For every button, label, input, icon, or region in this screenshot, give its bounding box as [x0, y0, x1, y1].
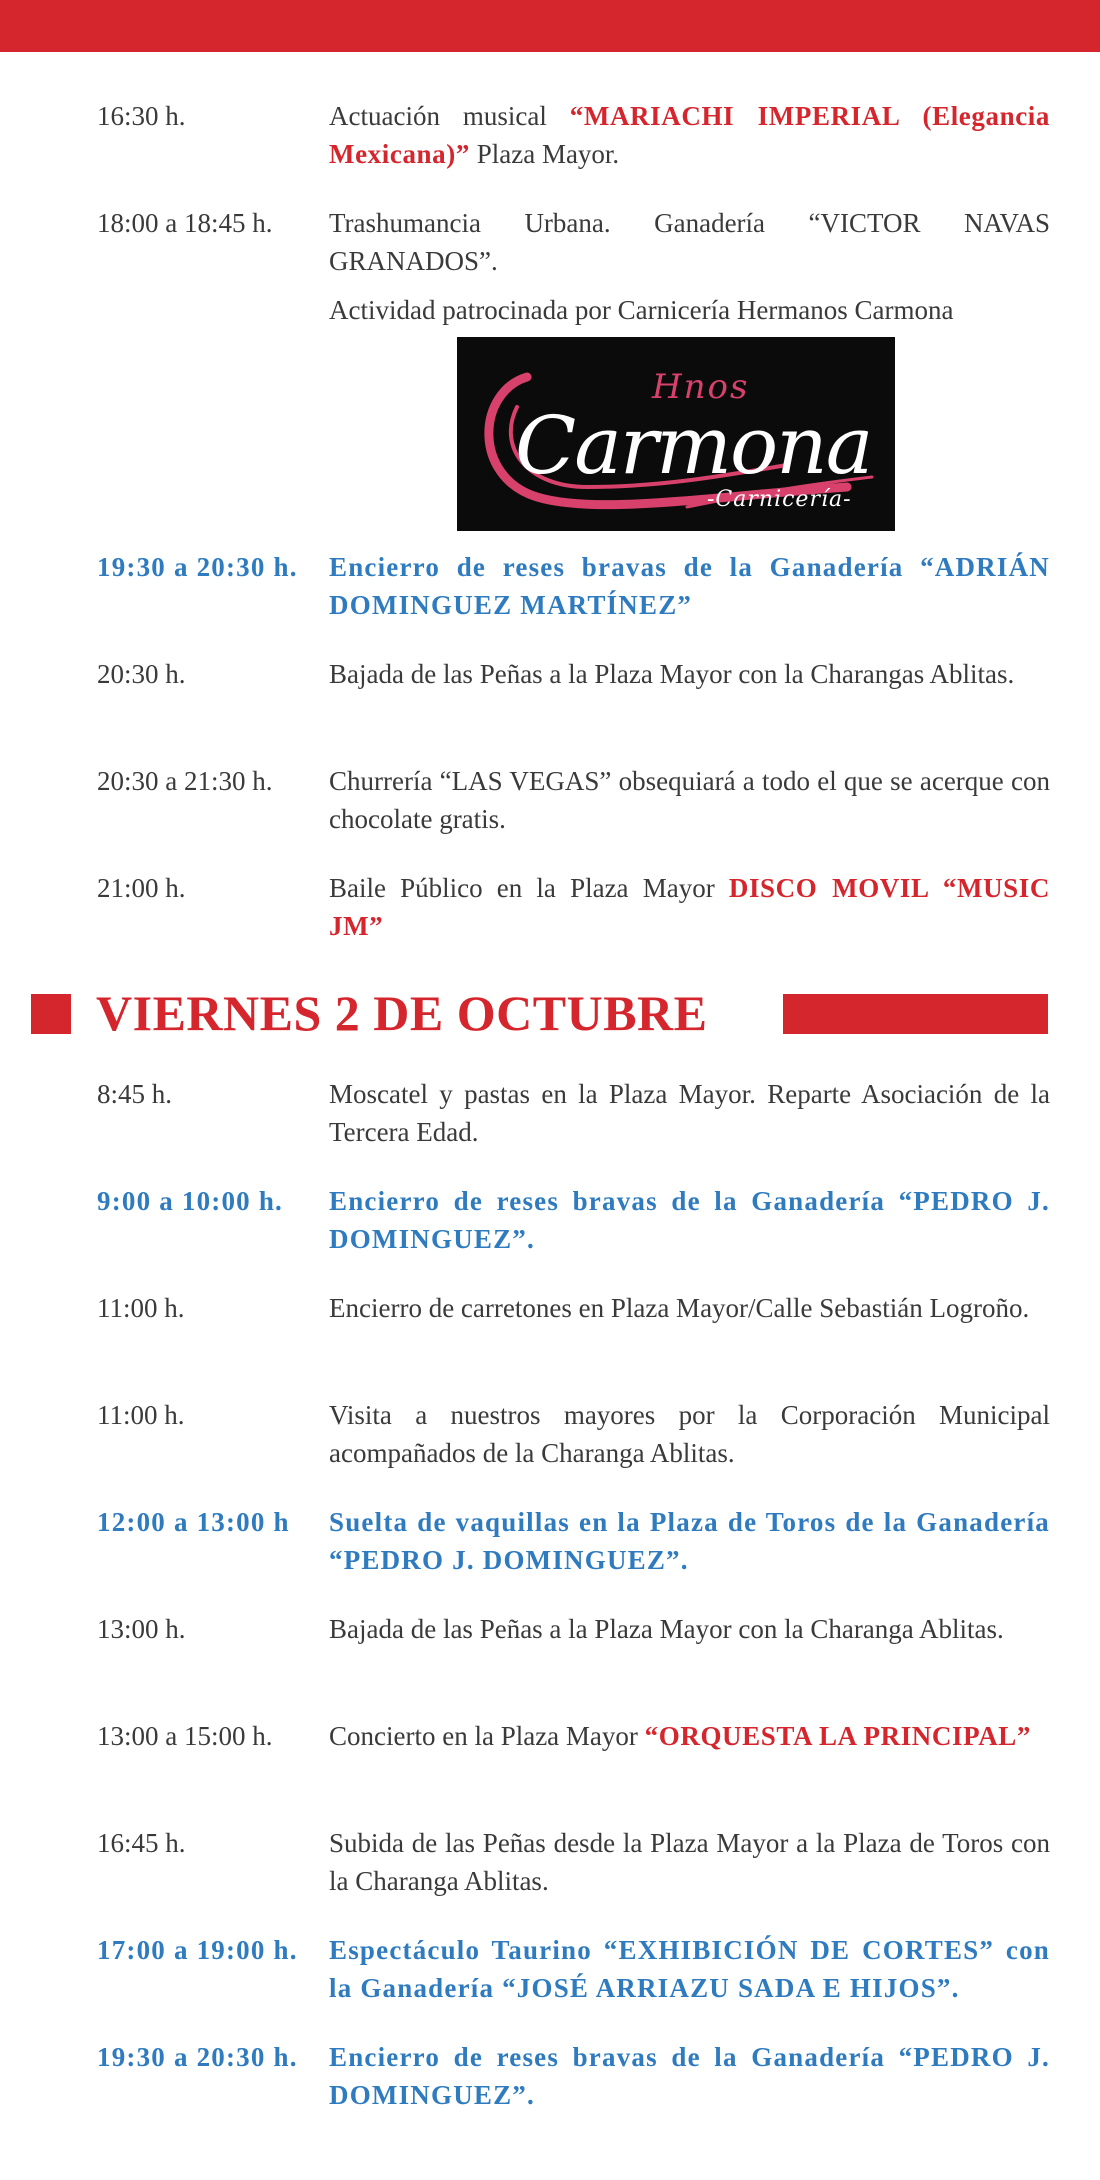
event-time: 19:30 a 20:30 h. [97, 552, 298, 582]
event-description: Encierro de reses bravas de la Ganadería “ADRIÁN DOMINGUEZ MARTÍNEZ” [329, 552, 1050, 620]
event-highlight: DISCO MOVIL “MUSIC JM” [329, 873, 1050, 941]
logo-name-text: Carmona [515, 399, 872, 492]
event-description: Trashumancia Urbana. Ganadería “VICTOR NAVAS GRANADOS”. [329, 208, 1050, 276]
carmona-logo [457, 337, 895, 531]
event-text: Baile Público en la Plaza Mayor [329, 873, 729, 903]
event-row [97, 762, 1050, 838]
event-row [97, 1931, 1050, 2007]
event-description: Bajada de las Peñas a la Plaza Mayor con la Charanga Ablitas. [329, 1614, 1004, 1644]
sponsor-note: Actividad patrocinada por Carnicería Hermanos Carmona [329, 295, 954, 325]
event-row [97, 1182, 1050, 1258]
event-row [97, 1503, 1050, 1579]
section-title: VIERNES 2 DE OCTUBRE [96, 985, 708, 1041]
event-time: 16:45 h. [97, 1828, 186, 1858]
logo-hnos-text: Hnos [652, 367, 750, 407]
event-description [329, 869, 1050, 945]
event-highlight: “ORQUESTA LA PRINCIPAL” [644, 1721, 1032, 1751]
top-red-bar [0, 0, 1100, 52]
event-time: 11:00 h. [97, 1400, 185, 1430]
event-time: 12:00 a 13:00 h [97, 1507, 290, 1537]
section-header [0, 980, 1100, 1046]
event-row [97, 2038, 1050, 2114]
event-text: Actuación musical [329, 101, 570, 131]
header-square-icon [31, 994, 71, 1034]
event-time: 16:30 h. [97, 101, 186, 131]
event-time: 13:00 h. [97, 1614, 186, 1644]
event-row [97, 204, 1050, 280]
event-description: Encierro de reses bravas de la Ganadería “PEDRO J. DOMINGUEZ”. [329, 2042, 1050, 2110]
event-description: Bajada de las Peñas a la Plaza Mayor con la Charangas Ablitas. [329, 659, 1015, 689]
logo-sub-text: -Carnicería- [707, 487, 852, 512]
event-description: Suelta de vaquillas en la Plaza de Toros de la Ganadería “PEDRO J. DOMINGUEZ”. [329, 1507, 1050, 1575]
event-text: Plaza Mayor. [469, 139, 620, 169]
event-row [97, 1289, 1050, 1327]
event-time: 20:30 a 21:30 h. [97, 766, 273, 796]
event-time: 20:30 h. [97, 659, 186, 689]
event-row [97, 1396, 1050, 1472]
event-description: Encierro de reses bravas de la Ganadería “PEDRO J. DOMINGUEZ”. [329, 1186, 1050, 1254]
event-row [97, 1610, 1050, 1648]
event-row [97, 548, 1050, 624]
event-time: 18:00 a 18:45 h. [97, 208, 273, 238]
event-description: Churrería “LAS VEGAS” obsequiará a todo el que se acerque con chocolate gratis. [329, 766, 1050, 834]
event-description [329, 97, 1050, 173]
event-time: 19:30 a 20:30 h. [97, 2042, 298, 2072]
event-description: Espectáculo Taurino “EXHIBICIÓN DE CORTES” con la Ganadería “JOSÉ ARRIAZU SADA E HIJOS”. [329, 1935, 1050, 2003]
event-description: Encierro de carretones en Plaza Mayor/Calle Sebastián Logroño. [329, 1293, 1030, 1323]
event-time: 21:00 h. [97, 873, 186, 903]
event-row [97, 97, 1050, 173]
event-text: Concierto en la Plaza Mayor [329, 1721, 645, 1751]
event-row [97, 1717, 1050, 1755]
event-row [97, 1075, 1050, 1151]
event-description: Moscatel y pastas en la Plaza Mayor. Reparte Asociación de la Tercera Edad. [329, 1079, 1050, 1147]
event-description [329, 1717, 1050, 1755]
header-bar [783, 994, 1048, 1034]
event-time: 11:00 h. [97, 1293, 185, 1323]
event-time: 13:00 a 15:00 h. [97, 1721, 273, 1751]
event-row [97, 655, 1050, 693]
event-description: Visita a nuestros mayores por la Corporación Municipal acompañados de la Charanga Ablitas. [329, 1400, 1050, 1468]
event-row [97, 1824, 1050, 1900]
event-description: Subida de las Peñas desde la Plaza Mayor a la Plaza de Toros con la Charanga Ablitas. [329, 1828, 1050, 1896]
event-row [97, 869, 1050, 945]
event-time: 9:00 a 10:00 h. [97, 1186, 283, 1216]
event-time: 17:00 a 19:00 h. [97, 1935, 298, 1965]
event-time: 8:45 h. [97, 1079, 173, 1109]
event-highlight: “MARIACHI IMPERIAL (Elegancia Mexicana)” [329, 101, 1050, 169]
